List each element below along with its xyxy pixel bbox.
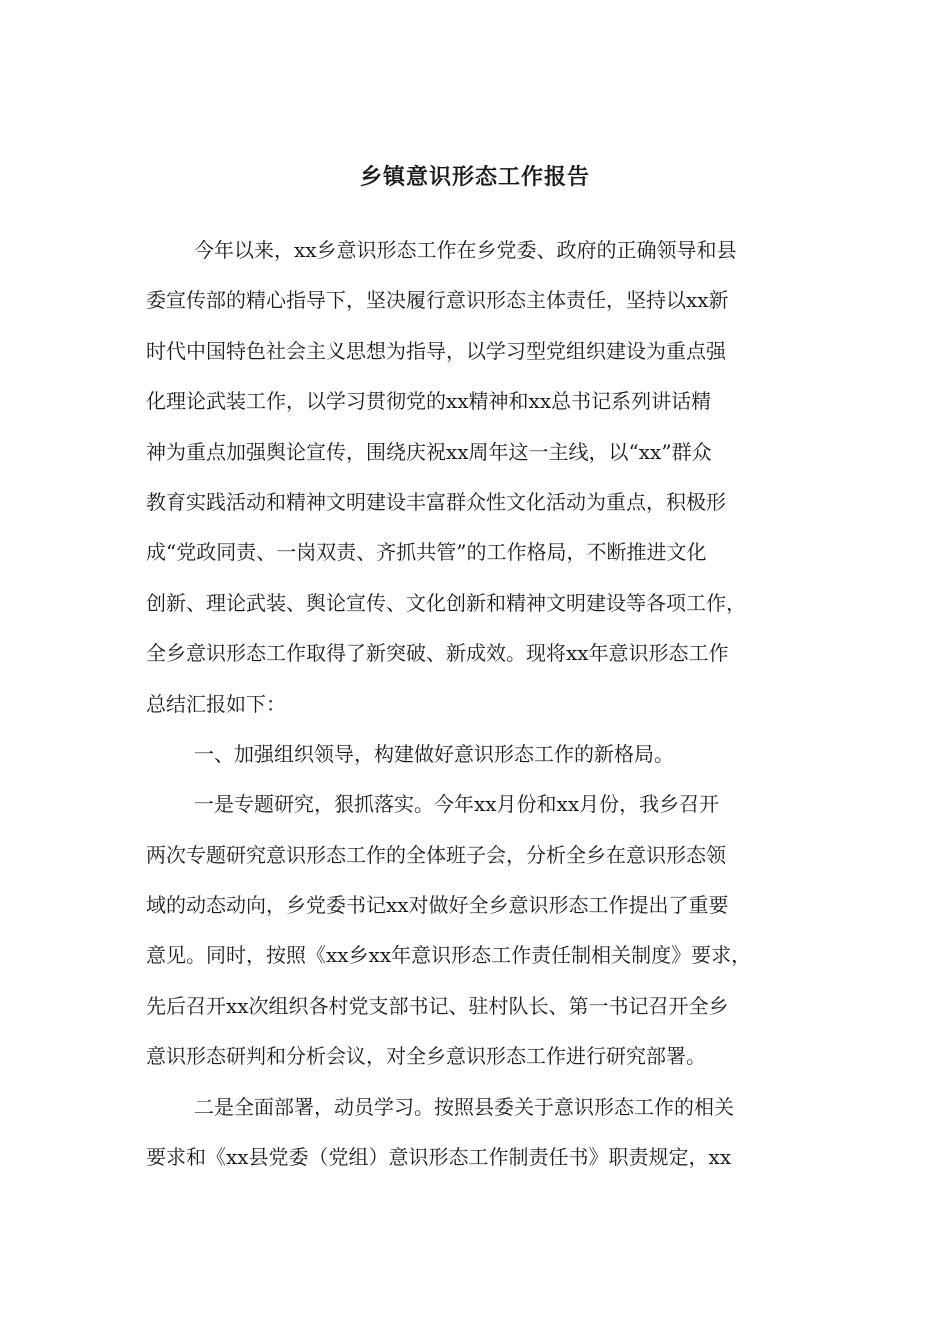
paragraph-line: 神为重点加强舆论宣传，围绕庆祝xx周年这一主线，以“xx”群众 xyxy=(146,439,712,464)
paragraph-line: 创新、理论武装、舆论宣传、文化创新和精神文明建设等各项工作， xyxy=(146,590,746,615)
paragraph-line: 成“党政同责、一岗双责、齐抓共管”的工作格局，不断推进文化 xyxy=(146,540,707,565)
paragraph-line: 全乡意识形态工作取得了新突破、新成效。现将xx年意识形态工作 xyxy=(146,641,729,666)
paragraph-line: 化理论武装工作，以学习贯彻党的xx精神和xx总书记系列讲话精 xyxy=(146,389,712,414)
paragraph-line: 总结汇报如下： xyxy=(146,691,286,716)
paragraph-line: 委宣传部的精心指导下，坚决履行意识形态主体责任，坚持以xx新 xyxy=(146,288,729,313)
paragraph-line: 域的动态动向，乡党委书记xx对做好全乡意识形态工作提出了重要 xyxy=(146,893,729,918)
paragraph-line: 二是全面部署，动员学习。按照县委关于意识形态工作的相关 xyxy=(194,1094,734,1119)
document-title: 乡镇意识形态工作报告 xyxy=(359,164,590,190)
paragraph-line: 两次专题研究意识形态工作的全体班子会，分析全乡在意识形态领 xyxy=(146,842,726,867)
paragraph-line: 一是专题研究，狠抓落实。今年xx月份和xx月份，我乡召开 xyxy=(194,792,720,817)
paragraph-line: 意识形态研判和分析会议，对全乡意识形态工作进行研究部署。 xyxy=(146,1044,706,1069)
paragraph-line: 意见。同时，按照《xx乡xx年意识形态工作责任制相关制度》要求， xyxy=(146,943,752,968)
paragraph-line: 今年以来，xx乡意识形态工作在乡党委、政府的正确领导和县 xyxy=(194,238,737,262)
paragraph-line: 时代中国特色社会主义思想为指导，以学习型党组织建设为重点强 xyxy=(146,338,726,363)
section-heading: 一、加强组织领导，构建做好意识形态工作的新格局。 xyxy=(194,741,674,766)
paragraph-line: 要求和《xx县党委（党组）意识形态工作制责任书》职责规定，xx xyxy=(146,1145,732,1170)
paragraph-line: 教育实践活动和精神文明建设丰富群众性文化活动为重点，积极形 xyxy=(146,489,726,514)
document-body xyxy=(146,232,826,1189)
paragraph-line: 先后召开xx次组织各村党支部书记、驻村队长、第一书记召开全乡 xyxy=(146,993,729,1018)
